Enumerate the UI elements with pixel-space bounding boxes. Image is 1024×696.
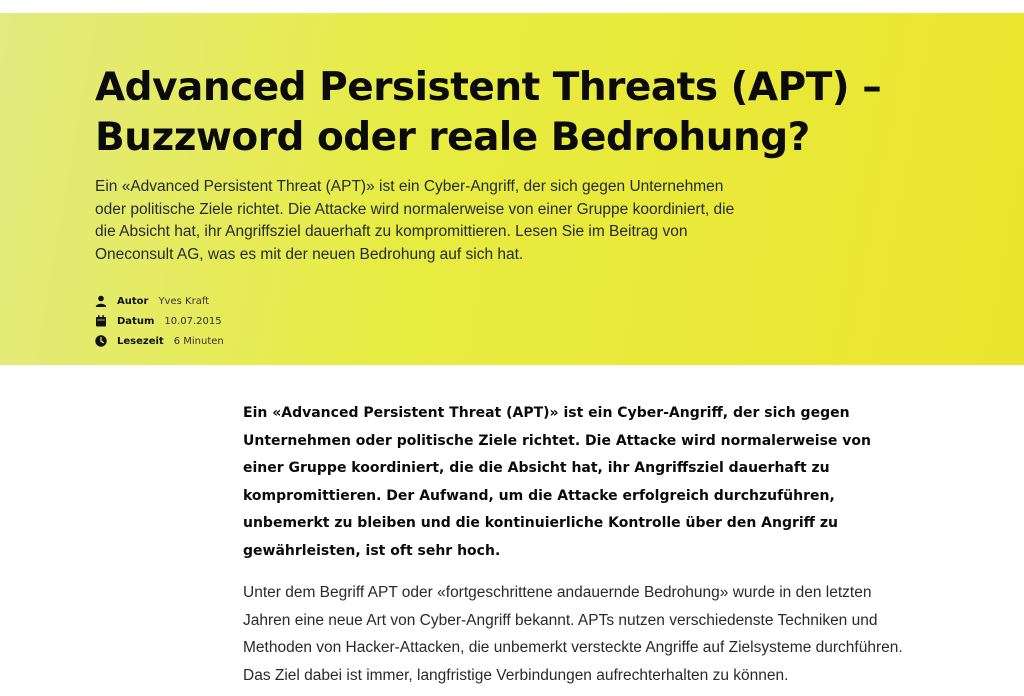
meta-author-value: Yves Kraft	[158, 295, 210, 307]
title-line-2: Buzzword oder reale Bedrohung?	[95, 115, 810, 160]
meta-date	[95, 311, 495, 331]
meta-reading-time-label: Lesezeit	[117, 335, 164, 347]
meta-date-label: Datum	[117, 315, 155, 327]
calendar-icon	[95, 315, 107, 327]
article-paragraph: Unter dem Begriff APT oder «fortgeschrittene andauernde Bedrohung» wurde in den letzten Jahren eine neue Art von Cyber-Angriff bekannt. APTs nutzen verschiedenste Techniken und Methoden von Hacker-Attacken, die unbemerkt versteckte Angriffe auf Zielsysteme durchführen. Das Ziel dabei ist immer, langfristige Verbindungen aufrechterhalten zu können.	[243, 584, 903, 684]
meta-date-value: 10.07.2015	[164, 315, 222, 327]
article-body	[243, 400, 908, 689]
article-intro: Ein «Advanced Persistent Threat (APT)» ist ein Cyber-Angriff, der sich gegen Unternehmen oder politische Ziele richtet. Die Attacke wird normalerweise von einer Gruppe koordiniert, die die Absicht hat, ihr Angriffsziel dauerhaft zu kompromittieren. Der Aufwand, um die Attacke erfolgreich durchzuführen, unbemerkt zu bleiben und die kontinuierliche Kontrolle über den Angriff zu gewährleisten, ist oft sehr hoch.	[243, 405, 871, 559]
user-icon	[95, 295, 107, 307]
title-line-1: Advanced Persistent Threats (APT) –	[95, 65, 882, 110]
article-title	[95, 63, 915, 163]
meta-reading-time-value: 6 Minuten	[173, 335, 224, 347]
clock-icon	[95, 335, 107, 347]
article-meta	[95, 291, 495, 351]
article-hero	[0, 13, 1024, 365]
meta-author	[95, 291, 495, 311]
meta-reading-time	[95, 331, 495, 351]
article-lead: Ein «Advanced Persistent Threat (APT)» ist ein Cyber-Angriff, der sich gegen Unternehmen oder politische Ziele richtet. Die Attacke wird normalerweise von einer Gruppe koordiniert, die die Absicht hat, ihr Angriffsziel dauerhaft zu kompromittieren. Lesen Sie im Beitrag von Oneconsult AG, was es mit der neuen Bedrohung auf sich hat.	[95, 178, 735, 263]
meta-author-label: Autor	[117, 295, 149, 307]
